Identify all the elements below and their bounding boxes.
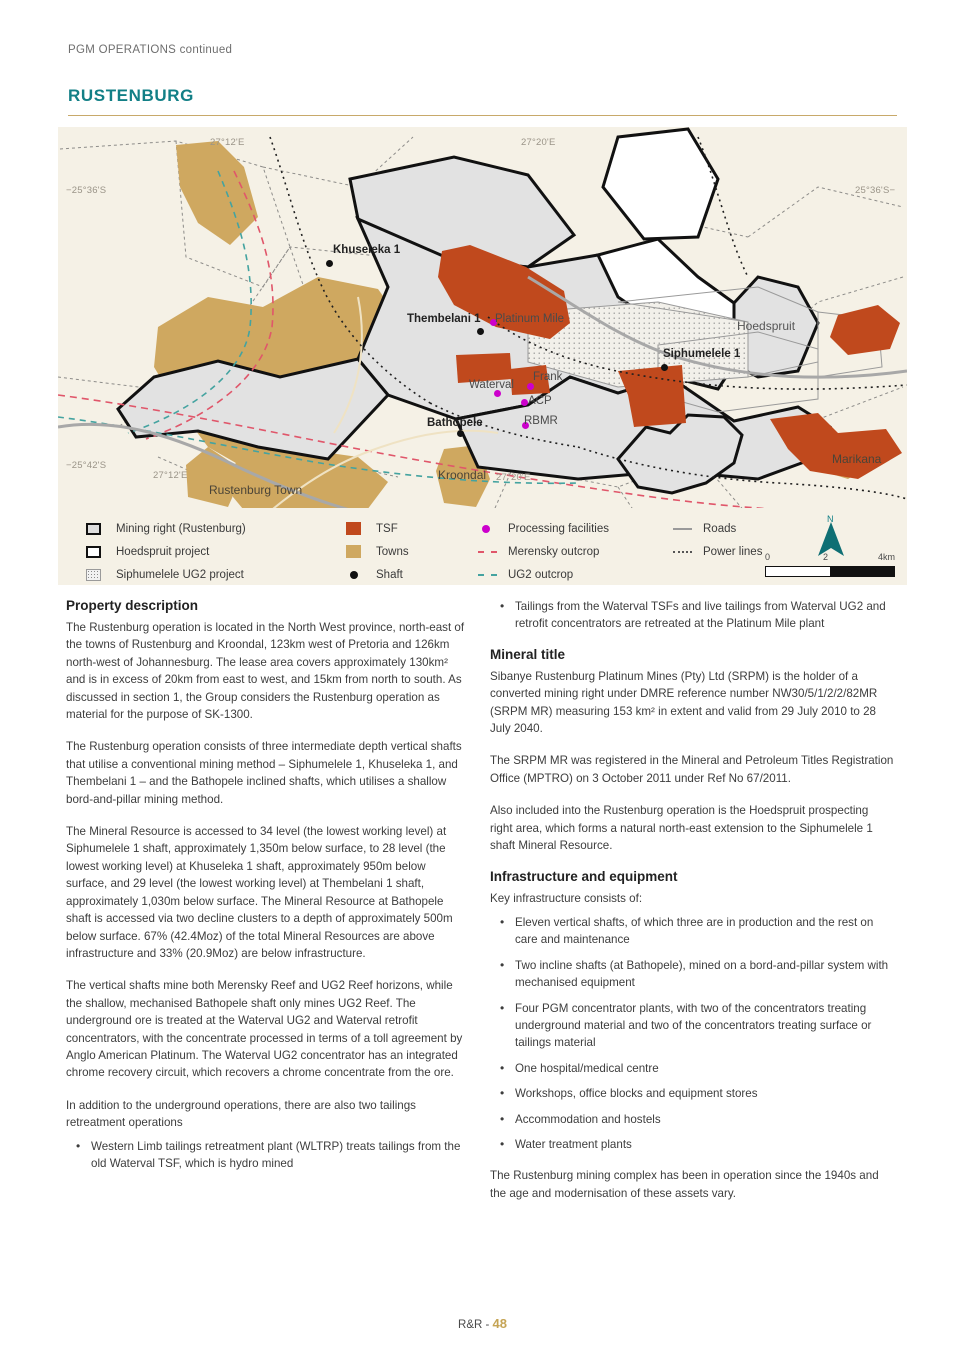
map-coord-label: 27°12'E [210,137,245,148]
list-item: • Eleven vertical shafts, of which three are in production and the rest on care and maintenance [490,914,894,949]
legend-label: Shaft [376,568,403,581]
shaft-marker-khuseleka-1 [326,260,333,267]
legend-label: Power lines [703,545,763,558]
map-coord-label: 25°36'S− [855,185,896,196]
mining-right-swatch-icon [86,523,116,535]
tailings-bullet-list [66,1138,470,1173]
shaft-label-bathopele: Bathopele [427,417,483,429]
processing-label-rbmr: RBMR [524,415,558,427]
north-arrow-icon [811,522,851,558]
compass-north-label: N [827,514,834,524]
merensky-swatch-icon [478,551,508,553]
siphumelele-ug2-swatch-icon [86,569,116,581]
town-label-rustenburg-town: Rustenburg Town [209,483,303,497]
scalebar-segment [766,567,830,576]
list-item: • Western Limb tailings retreatment plant (WLTRP) treats tailings from the old Waterval TSF, which is hydro mined [66,1138,470,1173]
list-item: • Tailings from the Waterval TSFs and live tailings from Waterval UG2 and retrofit concentrators are retreated at the Platinum Mile plant [490,598,894,633]
running-head: PGM OPERATIONS continued [68,44,233,56]
processing-marker-acp [521,399,528,406]
paragraph: The SRPM MR was registered in the Mineral and Petroleum Titles Registration Office (MPTRO) on 3 October 2011 under Ref No 67/2011. [490,754,894,785]
scalebar-tick: 0 [765,552,771,562]
shaft-marker-siphumelele-1 [661,364,668,371]
roads-swatch-icon [673,528,703,530]
compass-and-scalebar [765,514,895,580]
left-text-column [66,598,470,1186]
page-footer [0,1316,965,1331]
processing-swatch-icon [478,525,508,533]
page-title: RUSTENBURG [68,86,194,105]
legend-column-1 [86,518,336,587]
legend-item-towns [346,541,476,562]
paragraph: Sibanye Rustenburg Platinum Mines (Pty) Ltd (SRPM) is the holder of a converted mining right under DMRE reference number NW30/5/1/2/2/82MR (SRPM MR) measuring 153 km² in extent and valid from 29 July 2010 to 28 July 2040. [490,669,878,736]
legend-item-siphumelele-ug2 [86,564,336,585]
paragraph: Also included into the Rustenburg operation is the Hoedspruit prospecting right area, which forms a natural north-east extension to the Siphumelele 1 shaft Mineral Resource. [490,804,873,853]
map-coord-label: −25°36'S [66,185,107,196]
paragraph: The Mineral Resource is accessed to 34 level (the lowest working level) at Siphumelele 1 shaft, approximately 1,350m below surface, to 28 level (the lowest working level) at Khuseleka 1 shaft, approximately 950m below surface, and 29 level (the lowest working level) at Thembelani 1 shaft, approximately 1,030m below surface. The Mineral Resource at Bathopele shaft is accessed via two decline clusters to a depth of approximately 500m below surface. 67% (42.4Moz) of the total Mineral Resources are above infrastructure and 33% (20.9Moz) are below infrastructure. [66,825,453,960]
map-coord-label: 27°20'E [521,137,556,148]
town-label-kroondal: Kroondal [438,468,487,482]
hoedspruit-project-swatch-icon [86,546,116,558]
paragraph: Key infrastructure consists of: [490,892,643,906]
list-item: • Accommodation and hostels [490,1111,894,1128]
infrastructure-bullet-list [490,914,894,1153]
place-label-hoedspruit: Hoedspruit [737,319,796,333]
legend-item-hoedspruit-project [86,541,336,562]
shaft-marker-thembelani-1 [477,328,484,335]
page-number: 48 [492,1316,507,1331]
legend-label: Mining right (Rustenburg) [116,522,246,535]
ug2-swatch-icon [478,574,508,576]
list-item: • Two incline shafts (at Bathopele), mined on a bord-and-pillar system with mechanised equipment [490,957,894,992]
legend-label: TSF [376,522,398,535]
legend-item-shaft [346,564,476,585]
town-label-marikana: Marikana [832,452,882,466]
processing-marker-frank [527,383,534,390]
legend-label: UG2 outcrop [508,568,574,581]
legend-column-2 [346,518,476,587]
map-coord-label: 27°20'E [496,472,531,483]
towns-swatch-icon [346,545,376,558]
legend-item-tsf [346,518,476,539]
map-coord-label: 27°12'E [153,470,188,481]
title-divider [68,115,897,116]
power-lines-swatch-icon [673,551,703,553]
tsf-swatch-icon [346,522,376,535]
shaft-label-thembelani-1: Thembelani 1 [407,313,481,325]
tailings-bullet-list-continued [490,598,894,633]
map-coord-label: −25°42'S [66,460,107,471]
paragraph: The Rustenburg operation is located in the North West province, north-east of the towns of Rustenburg and Kroondal, 123km west of Pretoria and 126km north-west of Johannesburg. The lease area covers approximately 130km² and is in excess of 20km from east to west, and 15km from north to south. As discussed in section 1, the Group considers the Rustenburg operation as material for the purpose of SK-1300. [66,621,465,722]
legend-column-3 [478,518,653,587]
list-item: • Workshops, office blocks and equipment stores [490,1085,894,1102]
paragraph: The Rustenburg mining complex has been in operation since the 1940s and the age and modernisation of these assets vary. [490,1169,879,1200]
processing-label-platinum-mile: Platinum Mile [495,313,565,325]
legend-label: Towns [376,545,409,558]
legend-item-merensky-outcrop [478,541,653,562]
shaft-label-khuseleka-1: Khuseleka 1 [333,244,401,256]
legend-item-ug2-outcrop [478,564,653,585]
legend-label: Processing facilities [508,522,609,535]
legend-label: Hoedspruit project [116,545,210,558]
processing-marker-rbmr [522,422,529,429]
heading-property-description: Property description [66,598,199,613]
scalebar-tick: 4km [877,552,895,562]
paragraph: The vertical shafts mine both Merensky Reef and UG2 Reef horizons, while the shallow, mechanised Bathopele shaft only mines UG2 Reef. The underground ore is treated at the Waterval UG2 and Waterval retrofit concentrators, with the concentrate processed in terms of a toll agreement by Anglo American Platinum. The Waterval UG2 concentrator has an integrated chrome recovery circuit, which recovers a chrome concentrate from the ore. [66,979,463,1080]
list-item: • Four PGM concentrator plants, with two of the concentrators treating underground material and two of the concentrators treating surface or tailings material [490,1000,894,1052]
legend-item-processing-facilities [478,518,653,539]
processing-label-waterval: Waterval [469,379,514,391]
list-item: • One hospital/medical centre [490,1060,894,1077]
processing-label-acp: ACP [528,395,552,407]
list-item: • Water treatment plants [490,1136,894,1153]
shaft-swatch-icon [346,571,376,579]
scalebar-tick: 2 [823,552,829,562]
processing-marker-waterval [494,390,501,397]
paragraph: The Rustenburg operation consists of three intermediate depth vertical shafts that utilise a conventional mining method – Siphumelele 1, Khuseleka 1, and Thembelani 1 – and the Bathopele inclined shafts, which utilises a shallow bord-and-pillar mining method. [66,740,462,806]
processing-marker-platinum-mile [490,319,497,326]
scalebar [765,566,895,577]
heading-mineral-title: Mineral title [490,646,566,662]
legend-label: Merensky outcrop [508,545,600,558]
right-text-column [490,598,894,1217]
legend-label: Siphumelele UG2 project [116,568,244,581]
paragraph: In addition to the underground operations, there are also two tailings retreatment operations [66,1098,416,1130]
legend-label: Roads [703,522,737,535]
footer-label: R&R - [458,1319,493,1331]
shaft-label-siphumelele-1: Siphumelele 1 [663,348,741,360]
heading-infrastructure-and-equipment: Infrastructure and equipment [490,869,678,885]
legend-item-mining-right [86,518,336,539]
processing-label-frank: Frank [533,371,563,383]
scalebar-segment [830,567,894,576]
map-legend [58,508,907,585]
shaft-marker-bathopele [457,430,464,437]
